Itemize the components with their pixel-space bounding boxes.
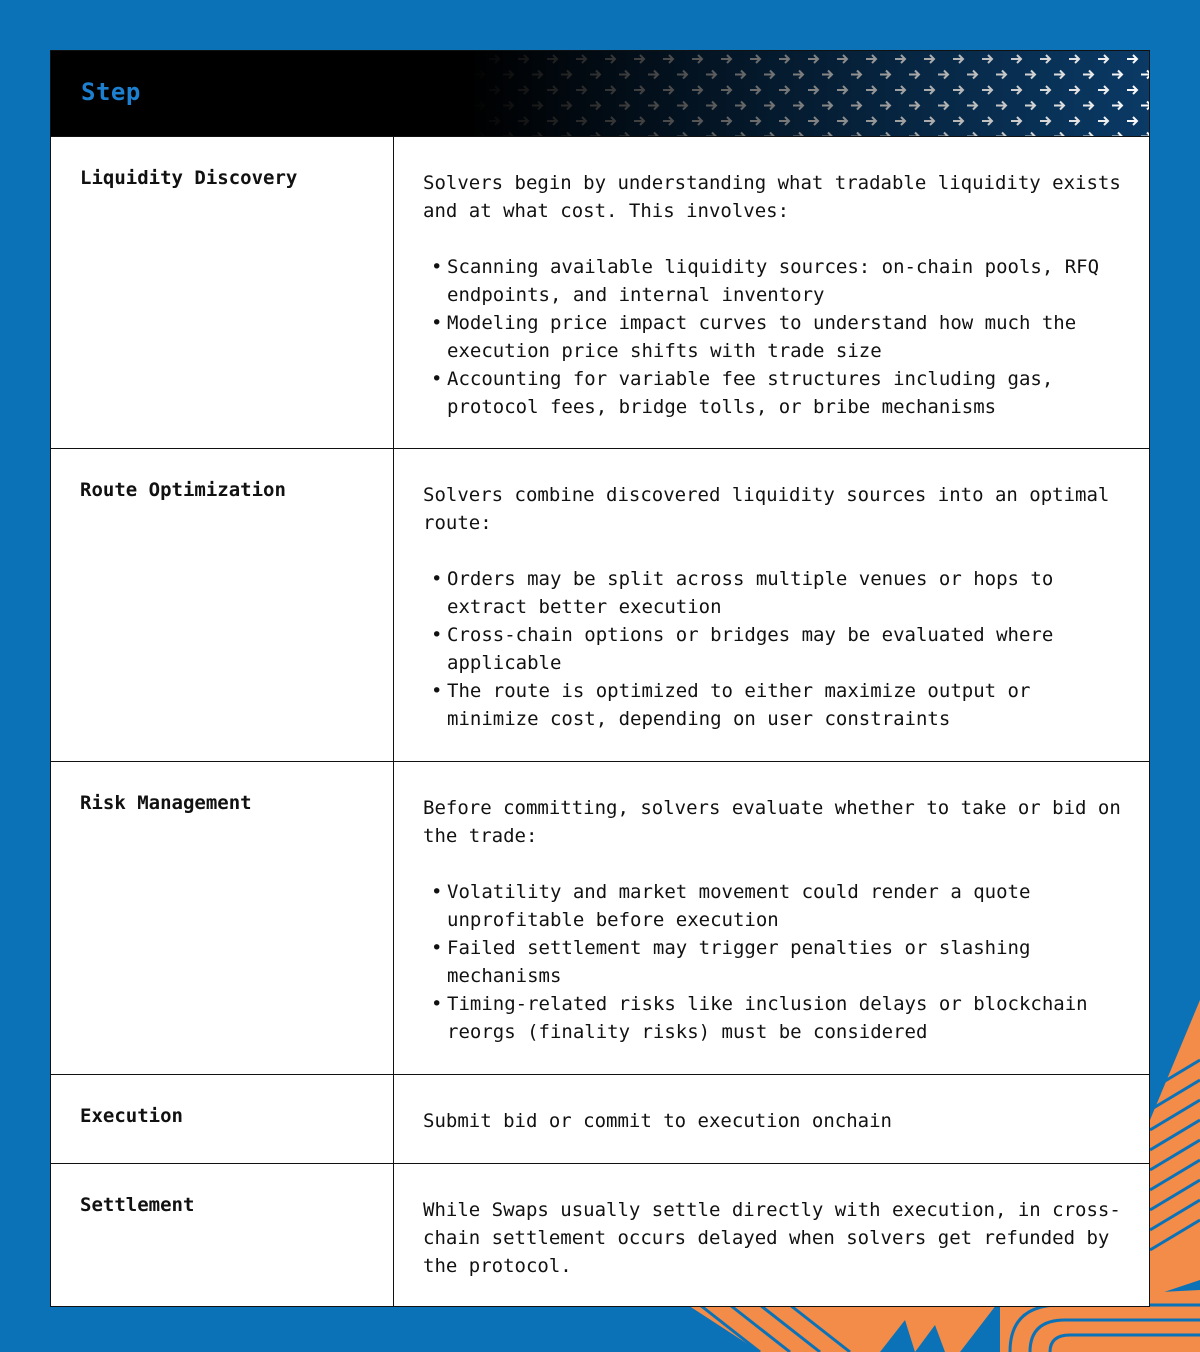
list-item-text: Cross-chain options or bridges may be evaluated where applicable: [447, 624, 1054, 674]
bullet-icon: •: [431, 368, 443, 390]
list-item: [423, 677, 1129, 733]
description-intro: Submit bid or commit to execution onchain: [423, 1110, 892, 1132]
bullet-icon: •: [431, 993, 443, 1015]
list-item-text: Failed settlement may trigger penalties or slashing mechanisms: [447, 937, 1031, 987]
bullet-icon: •: [431, 937, 443, 959]
table-row: [51, 136, 1149, 448]
list-item: [423, 934, 1129, 990]
steps-table: [50, 50, 1150, 1307]
description-intro: Solvers combine discovered liquidity sources into an optimal route:: [423, 484, 1110, 534]
step-description: [394, 1164, 1149, 1306]
table-header: [51, 51, 1149, 136]
list-item: [423, 565, 1129, 621]
step-name: Risk Management: [51, 762, 394, 1074]
bullet-list: [423, 878, 1129, 1046]
list-item: [423, 253, 1129, 309]
list-item-text: Volatility and market movement could render a quote unprofitable before execution: [447, 881, 1031, 931]
step-name: Route Optimization: [51, 449, 394, 761]
step-name: Liquidity Discovery: [51, 137, 394, 448]
table-row: [51, 1163, 1149, 1306]
table-row: [51, 761, 1149, 1074]
bullet-list: [423, 565, 1129, 733]
step-description: [394, 137, 1149, 448]
list-item: [423, 878, 1129, 934]
list-item: [423, 365, 1129, 421]
description-intro: While Swaps usually settle directly with execution, in cross-chain settlement occurs delayed when solvers get refunded by the protocol.: [423, 1199, 1121, 1277]
description-intro: Solvers begin by understanding what tradable liquidity exists and at what cost. This involves:: [423, 172, 1121, 222]
table-row: [51, 448, 1149, 761]
bullet-list: [423, 253, 1129, 421]
arrow-pattern-decoration: [51, 51, 1149, 136]
step-description: [394, 1075, 1149, 1163]
description-intro: Before committing, solvers evaluate whether to take or bid on the trade:: [423, 797, 1121, 847]
step-description: [394, 762, 1149, 1074]
list-item-text: Scanning available liquidity sources: on-chain pools, RFQ endpoints, and internal inventory: [447, 256, 1100, 306]
bullet-icon: •: [431, 624, 443, 646]
step-name: Settlement: [51, 1164, 394, 1306]
list-item: [423, 621, 1129, 677]
list-item-text: The route is optimized to either maximize output or minimize cost, depending on user constraints: [447, 680, 1031, 730]
list-item-text: Modeling price impact curves to understand how much the execution price shifts with trade size: [447, 312, 1077, 362]
bullet-icon: •: [431, 568, 443, 590]
list-item-text: Timing-related risks like inclusion delays or blockchain reorgs (finality risks) must be considered: [447, 993, 1088, 1043]
step-description: [394, 449, 1149, 761]
header-title: Step: [81, 78, 141, 106]
bullet-icon: •: [431, 881, 443, 903]
bullet-icon: •: [431, 312, 443, 334]
list-item-text: Orders may be split across multiple venues or hops to extract better execution: [447, 568, 1054, 618]
step-name: Execution: [51, 1075, 394, 1163]
list-item: [423, 990, 1129, 1046]
bullet-icon: •: [431, 680, 443, 702]
table-row: [51, 1074, 1149, 1163]
list-item: [423, 309, 1129, 365]
bullet-icon: •: [431, 256, 443, 278]
list-item-text: Accounting for variable fee structures including gas, protocol fees, bridge tolls, or bribe mechanisms: [447, 368, 1054, 418]
